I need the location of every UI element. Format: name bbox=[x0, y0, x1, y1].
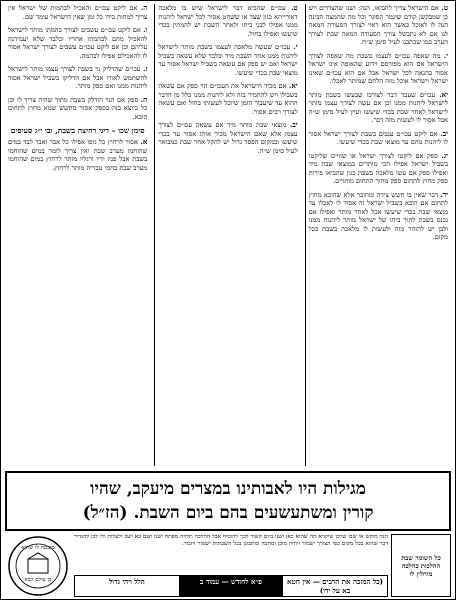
paragraph-text: מוצאי שבת מותר מיד אם עשאה עכו״ם לצורך עצמו אלא שאם הישראל מכיר אותו אסור עד בכדי שיעשו ובמקום הפסד גדול יש להקל אחר שבת כמבואר לעיל סימן ש״ה. bbox=[158, 121, 298, 155]
paragraph bbox=[309, 91, 448, 125]
section-number: ו. bbox=[143, 25, 148, 34]
paragraph bbox=[8, 65, 147, 91]
paragraph-text: אם מכיר הישראל את העכו״ם הוי ספק אם עשאה בשבילו ויש להחמיר בזה ולא ליהנות ממנו כלל מן הדבר ההוא עד שיעבור הזמן שיוכל לעשותו בחול ואם עשאה לצורך רבים אסור. bbox=[158, 82, 298, 116]
seal-text-bottom: בן עולם הבא bbox=[24, 576, 52, 583]
footer-bar-left: הלל ויהי גדול bbox=[109, 577, 145, 586]
paragraph-text: ספק אם הנר הודלק בשבת מתוך שהיה צריך לו וכן כל כיוצא בזה בספק אסור מחשש שמא מחוץ לתחום הובא. bbox=[8, 95, 148, 121]
section-number: ז. bbox=[142, 64, 148, 73]
column-right bbox=[305, 4, 451, 466]
paragraph bbox=[158, 121, 297, 155]
paragraph bbox=[158, 4, 297, 38]
text-columns bbox=[5, 4, 451, 466]
seal-text-top: מובטח לו שהוא bbox=[21, 544, 55, 551]
footer bbox=[5, 534, 451, 597]
paragraph-text: אם ליקט עכו״ם עשבים לצורך בהמתו מותר לישראל להאכיל מהם לבהמתו אחריו ובלבד שלא יעמידנה עליהם וכן אם ליקט עכו״ם עשבים לצורך ישראל אסור לו להאכילם אפילו לבהמה. bbox=[8, 26, 148, 60]
paragraph bbox=[8, 96, 147, 122]
section-number: יא. bbox=[439, 89, 448, 99]
section-number: יב. bbox=[440, 128, 448, 138]
paragraph bbox=[158, 43, 297, 77]
section-number: יג. bbox=[441, 150, 448, 160]
quote-banner bbox=[5, 471, 451, 531]
paragraph bbox=[8, 4, 147, 21]
section-number: י. bbox=[293, 42, 298, 51]
column-left bbox=[5, 4, 150, 466]
footer-notice: הנה מוקש אי שבו שלכן שיקרא מה שהוא כאן ישנו ביום קשור לכך להוסיף אבל ההלכה תלויה מפתח ישנו ושם בא ושב ולעלות ולו לכן להגדיר דבר שהוא בכל מקום כפי הצורך ישמור ויהיה מוכן ומחכה ומתבונן בכל השבתות ישמור ויזכור. bbox=[74, 534, 388, 548]
paragraph-text: ספק אם ליקטו לצורך ישראל או שוויים שליקטו בשביל ישראל אפילו הכי מותרים במוצאי שבת מיד ואפילו ספק אם עשו מלאכה בשבת כגון שהביאו פירות ספק מחוץ לתחום ספק מתוך התחום מותרים. bbox=[308, 151, 448, 185]
paragraph bbox=[309, 4, 448, 47]
paragraph-text: עכו״ם שהדליק נר בשבת לצורך עצמו מותר לישראל להשתמש לאורו אבל אם הדליקו בשביל ישראל אסור ליהנות ממנו ואם ספק מותר. bbox=[8, 65, 148, 90]
paragraph bbox=[8, 26, 147, 60]
footer-box: כל השומר שבת ההלכות כהלכה מוחלין לו bbox=[391, 534, 451, 597]
banner-line-1: מגילות היו לאבותינו במצרים מיעקב, שהיו bbox=[90, 479, 366, 499]
paragraph-text: מה שאפה עכו״ם לעצמו בשבת מה שאפה לצורך הישראל אם הוא מפורסם וידוע שהאופה אינו ישראל אסור בהנאה לכל ישראל אבל אם הוא עכו״ם שאינו ישראל וישראל אוכל מזה הלחם שמותר לאכלו. bbox=[308, 51, 448, 85]
footer-bar bbox=[74, 575, 388, 597]
paragraph-text: אם ליקט עכו״ם והאכיל לבהמות של ישראל אין צריך למחות בידו כל זמן שאין הישראל עומד שם. bbox=[8, 4, 148, 21]
section-number: ט. bbox=[290, 4, 298, 12]
seal-icon bbox=[7, 535, 69, 597]
column-middle bbox=[154, 4, 300, 466]
paragraph bbox=[309, 52, 448, 86]
paragraph-text: אסור לרחוץ כל גופו אפילו כל אבר ואבר לבד במים שהוחמו מערב שבת ואין צריך לומר במים שהוחמו בשבת אבל פניו ידיו ורגליו מותר לרחוץ במים שהוחמו מערב שבת בחמי טבריה מותר לרחוץ. bbox=[8, 138, 148, 172]
paragraph bbox=[309, 130, 448, 147]
paragraph-text: עכו״ם שעבד דבר לצורכו שבעשו בשבת מותר לישראל ליהנות ממנו וכן אם עשה לצורך עצמו מותר לישראל לאחר שבת בכדי שיעשו ועיין לעיל סימן ש״ה אבל אסור לו לעשות מזה דבר. bbox=[308, 90, 448, 124]
footer-middle bbox=[74, 534, 388, 597]
paragraph bbox=[158, 82, 297, 116]
section-number: יב. bbox=[290, 120, 298, 129]
footer-bar-middle: פ״א לחודש — עמוד ב bbox=[179, 576, 283, 596]
paragraph-text: אם ליקט עכו״ם ענבים בשבת לצורך ישראל אסור לו ליהנות מהם עד מוצאי שבת בכדי שיעשו. bbox=[308, 129, 448, 146]
section-number: ה. bbox=[140, 4, 148, 12]
paragraph-text: דבר שאין בו חשש צידה ומחובר אלא שהובא מחוץ לתחום אם הובא בשביל ישראל זה אסור לו לאכלו עד מוצאי שבת בכדי שיעשו אבל לאחר מותר ואפילו אם נכנס בשבת לתוך ביתו של ישראל מותר ליהנות ממנו ולכן יש להזהר מזה ולעשות לו מלאכה בשבת בכל מקום. bbox=[308, 190, 448, 241]
footer-bar-right: (כל המזכה את הרבים — אין חטא בא על ידו) bbox=[287, 577, 383, 595]
section-number: ט. bbox=[441, 4, 448, 12]
paragraph bbox=[8, 138, 147, 172]
paragraph bbox=[309, 191, 448, 242]
section-number: יא. bbox=[288, 81, 298, 90]
section-number: יד. bbox=[440, 189, 448, 199]
section-number: י. bbox=[443, 50, 448, 60]
banner-line-2: קורין ומשתעשעים בהם ביום השבת. (הז״ל) bbox=[82, 503, 374, 523]
section-heading: סימן שכו – דיני רחיצה בשבת, ובו י״ג סעיפים bbox=[10, 126, 145, 135]
paragraph-text: עכו״ם שעשה מלאכה לעצמו בשבת מותר לישראל ליהנות ממנו אחר השבת מיד ובלבד שלא עשאה בשביל ישראל ואם יש ספק אם עשאה בשביל ישראל אסור עד מוצאי שבת בכדי שיעשו. bbox=[158, 43, 298, 77]
paragraph-text: עכו״ם שהביא דבר לישראל שיש בו מלאכה דאורייתא כגון שצד או ששחט אסור לכל ישראל ליהנות ממנו אפילו לבני ביתו ולאחר השבת יש להמתין בכדי שיעשו ואפילו בחול. bbox=[158, 4, 298, 38]
seal-emblem bbox=[5, 534, 71, 597]
section-number: א. bbox=[140, 137, 148, 146]
paragraph-text: אם הישראל צריך להביאו, הנה: ושנו שהצדדים ויש כן שמבקשן קודם שיגמר הסוגר וכל מה שהמצה הבינה הנה לו לאוכל כאשר הוא ראוי לצורך הסעודה המאה לנו אם לא נתבשל צורך הסעודה המאה שבת לצורך הערב כמו שכתבנו לעיל סימן ש״ח. bbox=[308, 4, 448, 46]
paragraph bbox=[309, 152, 448, 186]
section-number: ח. bbox=[140, 94, 148, 104]
